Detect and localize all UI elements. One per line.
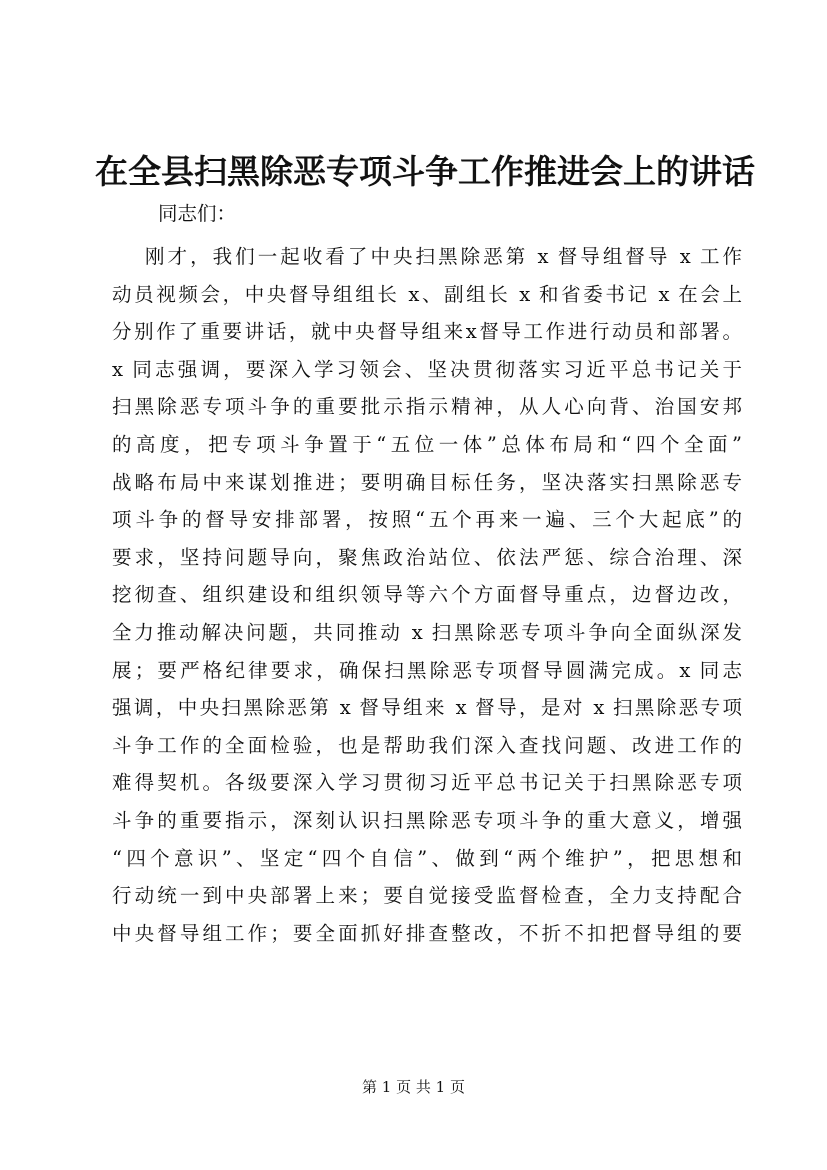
- salutation: 同志们：: [158, 202, 237, 225]
- body-line: 行动统一到中央部署上来；要自觉接受监督检查，全力支持配合: [112, 884, 742, 908]
- body-line: 中央督导组工作；要全面抓好排查整改，不折不扣把督导组的要: [112, 921, 742, 945]
- body-line: 难得契机。各级要深入学习贯彻习近平总书记关于扫黑除恶专项: [112, 771, 742, 795]
- body-line: 挖彻查、组织建设和组织领导等六个方面督导重点，边督边改，: [112, 583, 742, 607]
- body-text: [112, 238, 742, 952]
- body-line: 项斗争的督导安排部署，按照“五个再来一遍、三个大起底”的: [112, 508, 742, 532]
- body-line: 战略布局中来谋划推进；要明确目标任务，坚决落实扫黑除恶专: [112, 470, 742, 494]
- body-line: 斗争的重要指示，深刻认识扫黑除恶专项斗争的重大意义，增强: [112, 808, 742, 832]
- body-line: 展；要严格纪律要求，确保扫黑除恶专项督导圆满完成。x 同志: [112, 658, 742, 682]
- body-line: 的高度，把专项斗争置于“五位一体”总体布局和“四个全面”: [112, 432, 742, 456]
- document-title: 在全县扫黑除恶专项斗争工作推进会上的讲话: [95, 152, 755, 191]
- page-number: 第 1 页 共 1 页: [362, 1078, 465, 1096]
- body-line: 动员视频会，中央督导组组长 x、副组长 x 和省委书记 x 在会上: [112, 282, 742, 306]
- body-line: x 同志强调，要深入学习领会、坚决贯彻落实习近平总书记关于: [112, 357, 742, 381]
- body-line: 斗争工作的全面检验，也是帮助我们深入查找问题、改进工作的: [112, 733, 742, 757]
- body-line: 全力推动解决问题，共同推动 x 扫黑除恶专项斗争向全面纵深发: [112, 620, 742, 644]
- body-line: 扫黑除恶专项斗争的重要批示指示精神，从人心向背、治国安邦: [112, 395, 742, 419]
- body-line: 刚才，我们一起收看了中央扫黑除恶第 x 督导组督导 x 工作: [145, 245, 742, 268]
- body-line: 强调，中央扫黑除恶第 x 督导组来 x 督导，是对 x 扫黑除恶专项: [112, 696, 742, 720]
- body-line: 要求，坚持问题导向，聚焦政治站位、依法严惩、综合治理、深: [112, 545, 742, 569]
- body-line: 分别作了重要讲话，就中央督导组来x督导工作进行动员和部署。: [112, 320, 742, 344]
- body-line: “四个意识”、坚定“四个自信”、做到“两个维护”，把思想和: [112, 846, 742, 870]
